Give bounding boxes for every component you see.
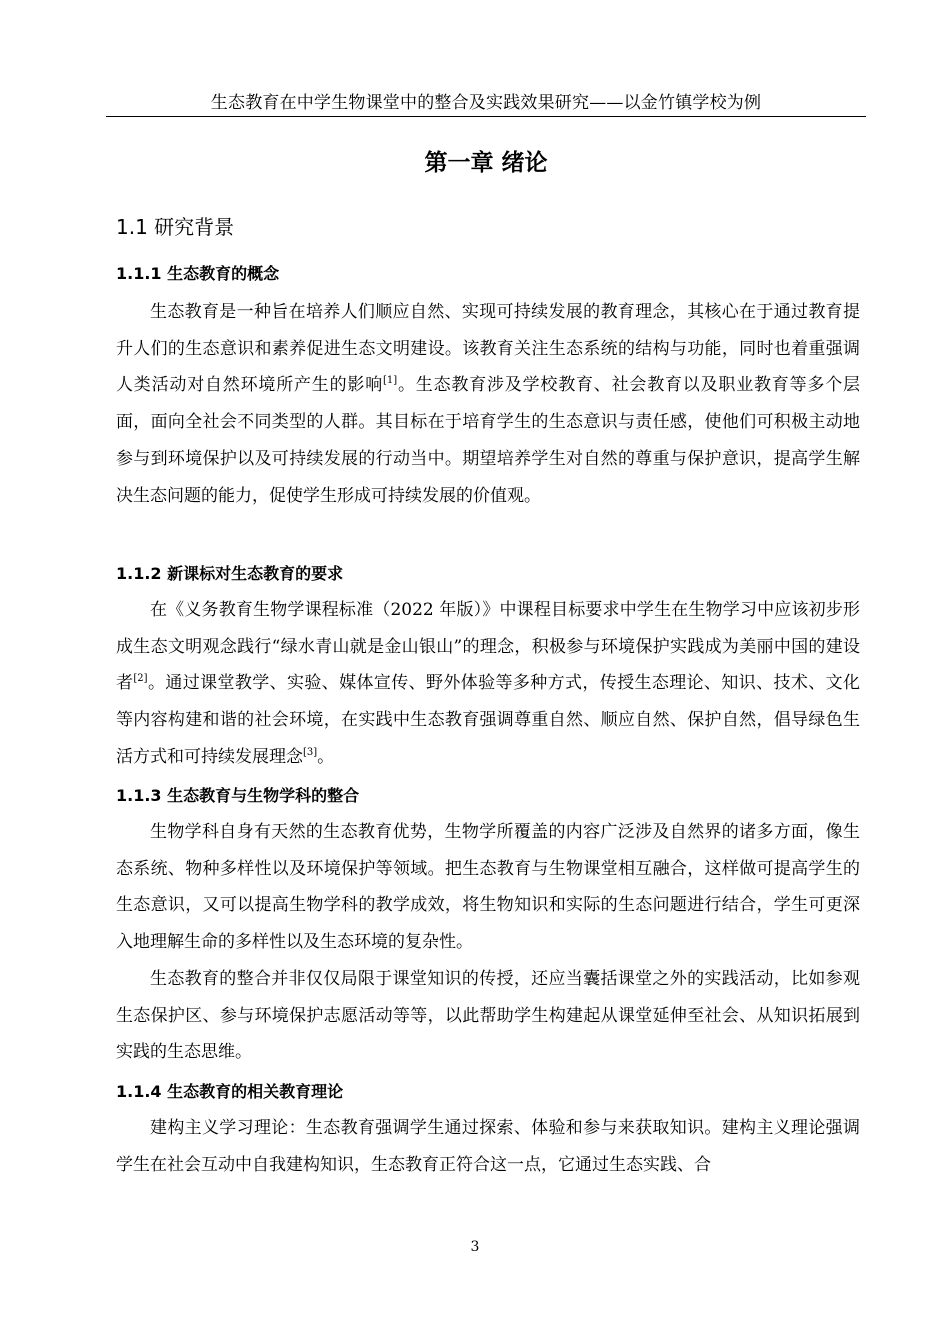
paragraph-text: 生态教育的整合并非仅仅局限于课堂知识的传授，还应当囊括课堂之外的实践活动，比如参观生态保护区、参与环境保护志愿活动等等，以此帮助学生构建起从课堂延伸至社会、从知识拓展到实践的生态思维。 [116, 969, 860, 1063]
subsection-heading-1-1-1: 1.1.1 生态教育的概念 [116, 264, 280, 283]
paragraph-practice-activities [116, 961, 860, 1071]
paragraph-text: 。 [317, 746, 335, 767]
subsection-heading-1-1-4: 1.1.4 生态教育的相关教育理论 [116, 1082, 344, 1101]
paragraph-biology-integration [116, 814, 860, 961]
paragraph-text: 生态教育是一种旨在培养人们顺应自然、实现可持续发展的教育理念，其核心在于通过教育提升人们的生态意识和素养促进生态文明建设。该教育关注生态系统的结构与功能，同时也着重强调人类活动对自然环境所产生的影响 [116, 302, 860, 396]
paragraph-constructivism-theory [116, 1110, 860, 1183]
paragraph-text: 生物学科自身有天然的生态教育优势，生物学所覆盖的内容广泛涉及自然界的诸多方面，像生态系统、物种多样性以及环境保护等领域。把生态教育与生物课堂相互融合，这样做可提高学生的生态意识，又可以提高生物学科的教学成效，将生物知识和实际的生态问题进行结合，学生可更深入地理解生命的多样性以及生态环境的复杂性。 [116, 822, 860, 953]
paragraph-curriculum-requirements [116, 592, 860, 776]
paragraph-text: 在《义务教育生物学课程标准（2022 年版）》中课程目标要求中学生在生物学习中应该初步形成生态文明观念践行“绿水青山就是金山银山”的理念，积极参与环境保护实践成为美丽中国的建设者 [116, 600, 860, 694]
paragraph-ecological-education-concept [116, 294, 860, 514]
paragraph-text: 。通过课堂教学、实验、媒体宣传、野外体验等多种方式，传授生态理论、知识、技术、文化等内容构建和谐的社会环境，在实践中生态教育强调尊重自然、顺应自然、保护自然，倡导绿色生活方式和可持续发展理念 [116, 673, 861, 767]
paragraph-text: 。生态教育涉及学校教育、社会教育以及职业教育等多个层面，面向全社会不同类型的人群。其目标在于培育学生的生态意识与责任感，使他们可积极主动地参与到环境保护以及可持续发展的行动当中。期望培养学生对自然的尊重与保护意识，提高学生解决生态问题的能力，促使学生形成可持续发展的价值观。 [116, 375, 861, 506]
page-number: 3 [470, 1239, 480, 1255]
running-header: 生态教育在中学生物课堂中的整合及实践效果研究——以金竹镇学校为例 [210, 93, 762, 113]
subsection-heading-1-1-2: 1.1.2 新课标对生态教育的要求 [116, 564, 344, 583]
subsection-heading-1-1-3: 1.1.3 生态教育与生物学科的整合 [116, 786, 360, 805]
chapter-title: 第一章 绪论 [424, 150, 548, 176]
citation-ref: [1] [383, 375, 398, 387]
paragraph-text: 建构主义学习理论：生态教育强调学生通过探索、体验和参与来获取知识。建构主义理论强调学生在社会互动中自我建构知识，生态教育正符合这一点，它通过生态实践、合 [116, 1118, 860, 1175]
citation-ref: [3] [303, 746, 318, 758]
section-heading: 1.1 研究背景 [116, 215, 235, 239]
citation-ref: [2] [133, 673, 148, 685]
header-rule [106, 116, 866, 117]
